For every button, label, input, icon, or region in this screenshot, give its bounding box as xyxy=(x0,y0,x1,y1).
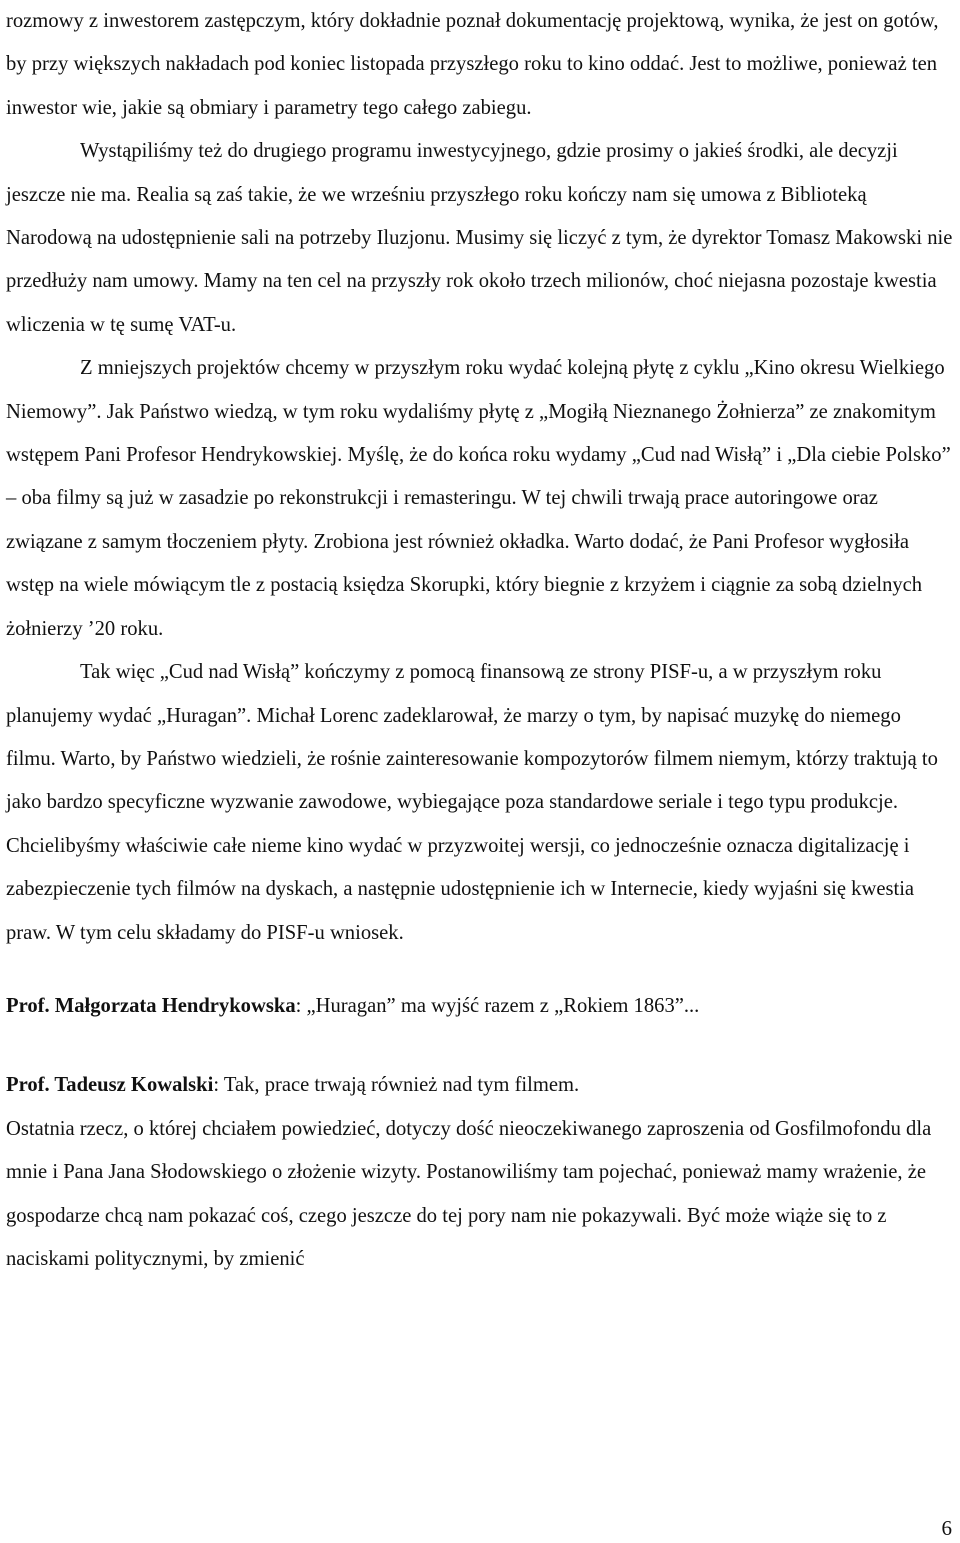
speech-text: : Tak, prace trwają również nad tym filmem. xyxy=(213,1074,580,1097)
speech-1 xyxy=(6,985,954,1028)
paragraph-4: Tak więc „Cud nad Wisłą” kończymy z pomocą finansową ze strony PISF-u, a w przyszłym roku planujemy wydać „Huragan”. Michał Lorenc zadeklarował, że marzy o tym, by napisać muzykę do niemego filmu. Warto, by Państwo wiedzieli, że rośnie zainteresowanie kompozytorów filmem niemym, którzy traktują to jako bardzo specyficzne wyzwanie zawodowe, wybiegające poza standardowe seriale i tego typu produkcje. Chcielibyśmy właściwie całe nieme kino wydać w przyzwoitej wersji, co jednocześnie oznacza digitalizację i zabezpieczenie tych filmów na dyskach, a następnie udostępnienie ich w Internecie, kiedy wyjaśni się kwestia praw. W tym celu składamy do PISF-u wniosek. xyxy=(6,661,938,944)
paragraph-3: Z mniejszych projektów chcemy w przyszłym roku wydać kolejną płytę z cyklu „Kino okresu Wielkiego Niemowy”. Jak Państwo wiedzą, w tym roku wydaliśmy płytę z „Mogiłą Nieznanego Żołnierza” ze znakomitym wstępem Pani Profesor Hendrykowskiej. Myślę, że do końca roku wydamy „Cud nad Wisłą” i „Dla ciebie Polsko” – oba filmy są już w zasadzie po rekonstrukcji i remasteringu. W tej chwili trwają prace autoringowe oraz związane z samym tłoczeniem płyty. Zrobiona jest również okładka. Warto dodać, że Pani Profesor wygłosiła wstęp na wiele mówiącym tle z postacią księdza Skorupki, który biegnie z krzyżem i ciągnie za sobą dzielnych żołnierzy ’20 roku. xyxy=(6,357,951,640)
speaker-name: Prof. Małgorzata Hendrykowska xyxy=(6,994,296,1017)
paragraph-2: Wystąpiliśmy też do drugiego programu inwestycyjnego, gdzie prosimy o jakieś środki, ale decyzji jeszcze nie ma. Realia są zaś takie, że we wrześniu przyszłego roku kończy nam się umowa z Biblioteką Narodową na udostępnienie sali na potrzeby Iluzjonu. Musimy się liczyć z tym, że dyrektor Tomasz Makowski nie przedłuży nam umowy. Mamy na ten cel na przyszły rok około trzech milionów, choć niejasna pozostaje kwestia wliczenia w tę sumę VAT-u. xyxy=(6,140,953,336)
speaker-name: Prof. Tadeusz Kowalski xyxy=(6,1074,214,1097)
page-number: 6 xyxy=(941,1516,952,1540)
paragraph-1: rozmowy z inwestorem zastępczym, który dokładnie poznał dokumentację projektową, wynika, że jest on gotów, by przy większych nakładach pod koniec listopada przyszłego roku to kino oddać. Jest to możliwe, ponieważ ten inwestor wie, jakie są obmiary i parametry tego całego zabiegu. xyxy=(6,10,939,119)
speech-2 xyxy=(6,1064,954,1107)
speech-text: : „Huragan” ma wyjść razem z „Rokiem 1863”... xyxy=(295,994,700,1017)
closing-paragraph: Ostatnia rzecz, o której chciałem powiedzieć, dotyczy dość nieoczekiwanego zaproszenia od Gosfilmofondu dla mnie i Pana Jana Słodowskiego o złożenie wizyty. Postanowiliśmy tam pojechać, ponieważ mamy wrażenie, że gospodarze chcą nam pokazać coś, czego jeszcze do tej pory nam nie pokazywali. Być może wiąże się to z naciskami politycznymi, by zmienić xyxy=(6,1117,932,1270)
document-page xyxy=(6,0,954,1281)
